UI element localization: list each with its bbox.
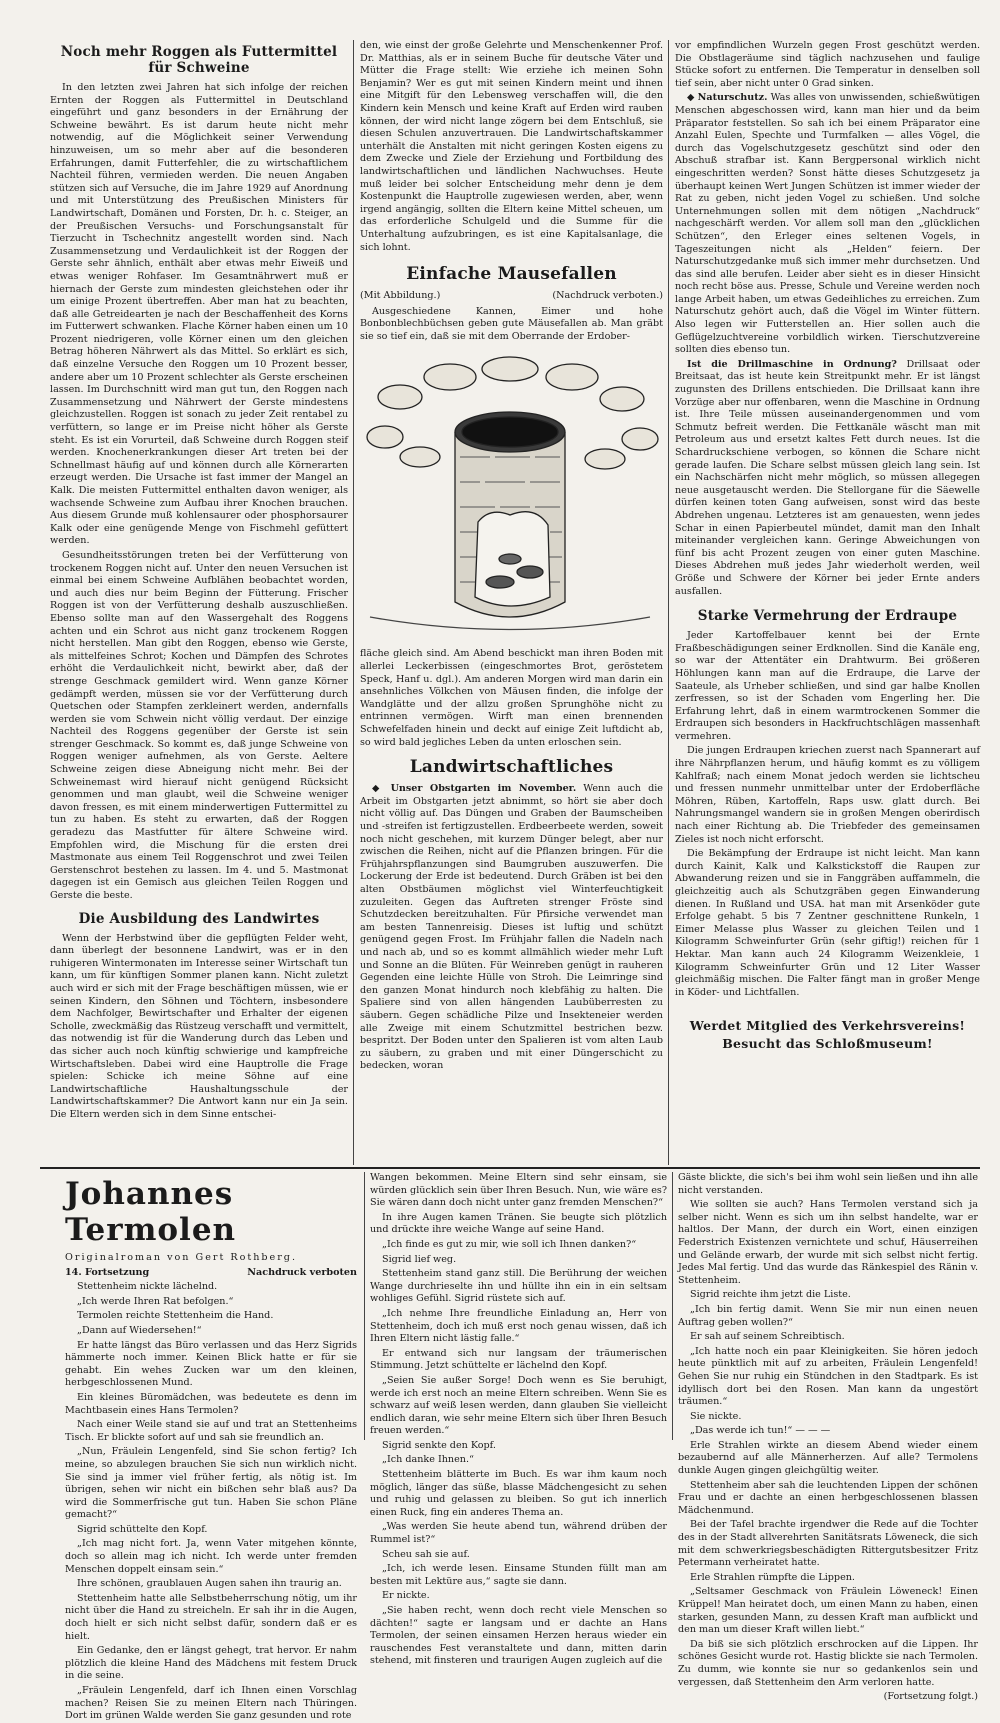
stone [546,364,598,390]
paragraph: Nach einer Weile stand sie auf und trat an Stettenheims Tisch. Er blickte sofort auf und sah sie freundlich an. [65,1419,357,1443]
paragraph: Erle Strahlen rümpfte die Lippen. [690,1571,855,1583]
paragraph: Stettenheim stand ganz still. Die Berührung der weichen Wange durchrieselte ihn und hüllte ihn ein in ein seltsam wohliges Gefühl. Sigrid rüstete sich auf. [370,1268,667,1305]
stone [622,428,658,450]
advertisement-box [675,1017,980,1053]
paragraph: Sie nickte. [690,1410,742,1422]
paragraph: „Nun, Fräulein Lengenfeld, sind Sie schon fertig? Ich meine, so abzulegen brauchen Sie sich nun wirklich nicht. Sie sind ja immer viel früher fertig, als nötig ist. Im übrigen, sehen wir nicht ein bißchen sehr blaß aus? Da wird die Sommerfrische gut tun. Haben Sie schon Pläne gemacht?“ [65,1446,357,1521]
paragraph: Stettenheim nickte lächelnd. [77,1281,218,1293]
stone [600,387,644,411]
paragraph: Er hatte längst das Büro verlassen und das Herz Sigrids hämmerte noch immer. Keinen Blick hatte er für sie gehabt. Ein wehes Zucken war um den kleinen, herbgeschlossenen Mund. [65,1339,357,1389]
paragraph: „Ich hatte noch ein paar Kleinigkeiten. Sie hören jedoch heute pünktlich mit auf zu arbeiten, Fräulein Lengenfeld! Gehen Sie nur ruhig ein Stündchen in den Stadtpark. Es ist idyllisch dort bei den Rosen. Man kann da ungestört träumen.“ [678,1345,978,1408]
paragraph: vor empfindlichen Wurzeln gegen Frost geschützt werden. Die Obstlageräume sind täglich nachzusehen und faulige Stücke sofort zu entfernen. Die Temperatur in denselben soll tief sein, aber nicht unter 0 Grad sinken. [675,40,980,89]
stone [424,364,476,390]
paragraph: ◆ Unser Obstgarten im November. Wenn auch die Arbeit im Obstgarten jetzt abnimmt, so hört sie aber doch nicht völlig auf. Das Düngen und Graben der Baumscheiben und -streifen ist fertigzustellen. Erdbeerbeete werden, soweit noch nicht geschehen, mit kurzem Dünger belegt, aber nur zwischen die Reihen, nicht auf die Pflanzen bringen. Für die Frühjahrspflanzungen sind Baumgruben auszuwerfen. Die Lockerung der Erde ist bedeutend. Durch Gräben ist bei den alten Obstbäumen möglichst viel Winterfeuchtigkeit zuzuleiten. Gegen das Auftreten strenger Fröste sind Schutzdecken bereitzuhalten. Für Pfirsiche verwendet man am besten Tannenreisig. Dieses ist luftig und schützt genügend gegen Frost. Im Frühjahr fallen die Nadeln nach und nach ab, und so es kommt allmählich wieder mehr Luft und Sonne an die Blüten. Für Weinreben genügt in rauheren Gegenden eine leichte Hülle von Stroh. Die Leimringe sind den ganzen Monat hindurch noch klebfähig zu halten. Die Spaliere sind von allen hängenden Laubüberresten zu säubern. Gegen schädliche Pilze und Insekteneier werden alle Zweige mit einem Schutzmittel bestrichen bezw. bespritzt. Der Boden unter den Spalieren ist vom alten Laub zu säubern, zu graben und mit einer Düngerschicht zu bedecken, woran [360,783,663,1072]
section-divider [40,1167,980,1169]
paragraph: Termolen reichte Stettenheim die Hand. [77,1310,274,1322]
paragraph: „Sie haben recht, wenn doch recht viele Menschen so dächten!“ sagte er langsam und er dachte an Hans Termolen, der seinen einsamen Herzen heraus wieder ein rauschendes Fest veranstaltete und dann, mitten darin stehend, mit finsteren und traurigen Augen zugleich auf die [370,1605,667,1667]
mousetrap-illustration [360,347,660,642]
stone [367,426,403,448]
reprint-notice: Nachdruck verboten [247,1266,357,1278]
headline-erdraupe: Starke Vermehrung der Erdraupe [697,608,958,625]
paragraph: Erle Strahlen wirkte an diesem Abend wieder einem bezaubernd auf alle Männerherzen. Auf alle? Termolens dunkle Augen gingen gleichgültig weiter. [678,1439,978,1477]
subheading: Ist die Drillmaschine in Ordnung? [687,358,897,370]
novel-column-1 [65,1172,357,1722]
continued-notice: (Fortsetzung folgt.) [883,1691,978,1703]
paragraph: Er entwand sich nur langsam der träumerischen Stimmung. Jetzt schüttelte er lächelnd den Kopf. [370,1347,667,1372]
paragraph: Ihre schönen, graublauen Augen sahen ihn traurig an. [77,1578,342,1590]
paragraph: Wenn der Herbstwind über die gepflügten Felder weht, dann überlegt der besonnene Landwirt, was er in den ruhigeren Wintermonaten im Interesse seiner Wirtschaft tun kann, um für künftigen Sommer planen kann. Nicht zuletzt auch wird er sich mit der Frage beschäftigen müssen, wie er seinen Kindern, den Söhnen und Töchtern, insbesondere dem Nachfolger, Bewirtschafter und Erhalter der eigenen Scholle, zweckmäßig das Rüstzeug verschafft und vermittelt, das notwendig ist für die Wanderung durch das Leben und das sicher auch noch künftig schwierige und kampfreiche Wirtschaftsleben. Dabei wird eine Hauptrolle die Frage spielen: Schicke ich meine Söhne auf eine Landwirtschaftliche Haushaltungsschule der Landwirtschaftskammer? Die Antwort kann nur ein Ja sein. Die Eltern werden sich in dem Sinne entschei- [50,932,348,1120]
novel-column-3 [678,1172,978,1703]
stone [482,357,538,381]
paragraph-body: Drillsaat oder Breitsaat, das ist heute kein Streitpunkt mehr. Er ist längst zugunsten des Drillens entschieden. Die Drillsaat kann ihre Vorzüge aber nur offenbaren, wenn die Maschine in Ordnung ist. Ihre Teile müssen auseinandergenommen und vom Schmutz befreit werden. Die Fettkanäle wäscht man mit Petroleum aus und ersetzt kaltes Fett durch neues. Ist die Schardruckschiene verbogen, so können die Schare nicht gerade laufen. Die Schare selbst müssen gleich lang sein. Ist ein Nachschärfen nicht mehr möglich, so müssen allegegen neue ausgetauscht werden. Die Stellorgane für die Säewelle dürfen keinen toten Gang aufweisen, sonst wird das beste Abdrehen ungenau. Letzteres ist am genauesten, wenn jedes Schar in einen Papierbeutel mündet, damit man den Inhalt miteinander vergleichen kann. Geringe Abweichungen von fünf bis acht Prozent zeugen von einer guten Maschine. Dieses Abdrehen muß jedes Jahr wiederholt werden, weil Größe und Schwere der Körner bei jeder Ernte anders ausfallen. [675,358,981,597]
paragraph: Stettenheim blätterte im Buch. Es war ihm kaum noch möglich, länger das süße, blasse Mädchengesicht zu sehen und ruhig und gelassen zu bleiben. So gut ich innerlich einen Ruck, fing ein anderes Thema an. [370,1469,667,1518]
paragraph: Er sah auf seinem Schreibtisch. [690,1331,845,1343]
paragraph: Da biß sie sich plötzlich erschrocken auf die Lippen. Ihr schönes Gesicht wurde rot. Hastig blickte sie nach Termolen. Zu dumm, wie konnte sie nur so gedankenlos sein und vergessen, daß Stettenheim den Arm verloren hatte. [678,1638,978,1688]
paragraph: Er nickte. [382,1590,430,1602]
paragraph: Sigrid schüttelte den Kopf. [77,1523,208,1535]
paragraph: den, wie einst der große Gelehrte und Menschenkenner Prof. Dr. Matthias, als er in seinem Buche für deutsche Väter und Mütter die Frage stellt: Wie erziehe ich meinen Sohn Benjamin? Wer es gut mit seinen Kindern meint und ihnen eine Mitgift für den Lebensweg verschaffen will, die den Kindern kein Mensch und keine Kraft auf Erden wird rauben können, der wird nicht lange zögern bei dem Entschluß, sie diesen Schulen anzuvertrauen. Die Landwirtschaftskammer unterhält die Anstalten mit nicht geringen Kosten eigens zu dem Zwecke und Ziele der Erziehung und Fortbildung des landwirtschaftlichen und ländlichen Nachwuchses. Heute muß leider bei solcher Entscheidung mehr denn je dem Kostenpunkt die Hauptrolle zugewiesen werden, aber, wenn irgend angängig, sollten die Eltern keine Mittel scheuen, um das erforderliche Schulgeld und die Summe für die Unterhaltung aufzubringen, es ist eine Kapitalsanlage, die sich lohnt. [360,40,663,253]
ground-line [370,617,650,630]
paragraph: Sigrid reichte ihm jetzt die Liste. [690,1289,851,1301]
column-rule-2 [668,40,669,1165]
subheading: Unser Obstgarten im November. [390,783,577,795]
paragraph: Stettenheim hatte alle Selbstbeherrschung nötig, um ihr nicht über die Hand zu streicheln. Er sah ihr in die Augen, doch hielt er sich nicht selbst dafür, sondern daß er es hielt. [65,1592,357,1642]
novel-meta [65,1267,357,1280]
novel-column-2 [370,1172,667,1667]
stone [378,385,422,409]
reprint-notice: (Nachdruck verboten.) [552,290,663,302]
paragraph: „Ich danke Ihnen.“ [382,1454,474,1466]
novel-subtitle: Originalroman von Gert Rothberg. [65,1252,297,1263]
paragraph: Ein kleines Büromädchen, was bedeutete es denn im Machtbasein eines Hans Termolen? [65,1391,357,1416]
paragraph: Die Bekämpfung der Erdraupe ist nicht leicht. Man kann durch Kainit, Kalk und Kalkstickstoff die Raupen zur Abwanderung reizen und sie in Fanggräben auffammeln, die gleichzeitig auch als Schutzgräben gegen Einwanderung dienen. In Rußland und USA. hat man mit Arsenköder gute Erfolge gehabt. 5 bis 7 Zentner geschnittene Runkeln, 1 Eimer Melasse plus Wasser zu gleichen Teilen und 1 Kilogramm Schweinfurter Grün (sehr giftig!) reichen für 1 Hektar. Man kann auch 24 Kilogramm Weizenkleie, 1 Kilogramm Schweinfurter Grün und 12 Liter Wasser gleichmäßig mischen. Die Falter fängt man in großer Menge in Köder- und Lichtfallen. [675,848,980,998]
paragraph: „Dann auf Wiedersehen!“ [77,1324,202,1336]
paragraph: Scheu sah sie auf. [382,1548,470,1560]
column-1 [50,40,348,1165]
illustration-note: (Mit Abbildung.) [360,290,441,302]
paragraph: Wangen bekommen. Meine Eltern sind sehr einsam, sie würden glücklich sein über Ihren Besuch. Nun, wie wäre es? Sie wären dann doch nicht unter ganz fremden Menschen?“ [370,1172,667,1209]
column-rule-4 [672,1172,673,1440]
paragraph: Stettenheim aber sah die leuchtenden Lippen der schönen Frau und er dachte an einen herbgeschlossenen blassen Mädchenmund. [678,1479,978,1516]
paragraph: Wie sollten sie auch? Hans Termolen verstand sich ja selber nicht. Wenn es sich um ihn selbst handelte, war er haltlos. Der Mann, der durch ein Wort, einen einzigen Federstrich Existenzen vernichtete und schuf, Häuserreihen und Gelände erwarb, der wurde mit sich selbst nicht fertig. Jedes Mal fertig. Und das wurde das Ränkespiel des Ränin v. Stettenheim. [678,1199,978,1286]
headline-mausefallen: Einfache Mausefallen [406,264,617,285]
paragraph: In den letzten zwei Jahren hat sich infolge der reichen Ernten der Roggen als Futtermittel in Deutschland eingeführt und ganz besonders in der Ernährung der Schweine bewährt. Es ist darum heute nicht mehr notwendig, auf die Möglichkeit seiner Verwendung hinzuweisen, um so mehr aber auf die besonderen Erfahrungen, damit Futterfehler, die zu wirtschaftlichem Nachteil führen, vermieden werden. Die neuen Angaben stützen sich auf Versuche, die im Jahre 1929 auf Anordnung und mit Unterstützung des Preußischen Ministers für Landwirtschaft, Domänen und Forsten, Dr. h. c. Steiger, an der Preußischen Versuchs- und Forschungsanstalt für Tierzucht in Tschechnitz angestellt worden sind. Nach Zusammensetzung und Verdaulichkeit ist der Roggen der Gerste sehr ähnlich, enthält aber etwas mehr Eiweiß und etwas weniger Rohfaser. Im Gesamtnährwert muß er hiernach der Gerste zum mindesten gleichstehen oder ihr um einige Prozent übertreffen. Aber man hat zu beachten, daß alle Getreidearten je nach der Beschaffenheit des Korns im Futterwert schwanken. Flache Körner haben einen um 10 Prozent niedrigeren, volle Körner einen um den gleichen Betrag höheren Nährwert als das Mittel. So erklärt es sich, daß einzelne Versuche den Roggen um 10 Prozent besser, andere aber um 10 Prozent schlechter als Gerste erscheinen lassen. Im Durchschnitt wird man gut tun, den Roggen nach Zusammensetzung und Nährwert der Gerste mindestens gleichzustellen. Roggen ist sonach zu jeder Zeit rentabel zu verfüttern, so lange er im Preise nicht höher als Gerste steht. Es ist ein Vorurteil, daß Schweine durch Roggen steif werden. Knochenerkrankungen dieser Art treten bei der Schnellmast häufig auf und können durch alle Körnerarten erzeugt werden. Die Ursache ist fast immer der Mangel an Kalk. Die meisten Futtermittel enthalten davon weniger, als wachsende Schweine zum Aufbau ihrer Knochen brauchen. Aus diesem Grunde muß kohlensaurer oder phosphorsaurer Kalk oder eine genügende Menge von Fischmehl gefüttert werden. [50,82,348,547]
column-3 [675,40,980,1165]
paragraph: „Ich bin fertig damit. Wenn Sie mir nun einen neuen Auftrag geben wollen?“ [678,1303,978,1328]
paragraph: Sigrid senkte den Kopf. [382,1439,496,1451]
ad-line-1: Werdet Mitglied des Verkehrsvereins! [689,1018,966,1034]
stone [400,447,440,467]
can-opening [462,417,558,447]
paragraph: Gesundheitsstörungen treten bei der Verfütterung von trockenem Roggen nicht auf. Unter den neuen Versuchen ist einmal bei einem Schweine Aufblähen beobachtet worden, und auch dies nur beim Beginn der Fütterung. Frischer Roggen ist von der Verfütterung deshalb auszuschließen. Ebenso sollte man auf den Wassergehalt des Roggens achten und ein Schrot aus nicht ganz trockenem Roggen nicht herstellen. Man gibt den Roggen, ebenso wie Gerste, als mittelfeines Schrot; Kochen und Dämpfen des Schrotes erhöht die Verdaulichkeit nicht, bewirkt aber, daß der strenge Geschmack gemildert wird. Wenn ganze Körner gedämpft werden, müssen sie vor der Verfütterung durch Quetschen oder Stampfen zerkleinert werden, andernfalls werden sie vom Schwein nicht völlig verdaut. Der einzige Nachteil des Roggens gegenüber der Gerste ist sein strenger Geschmack. So kommt es, daß junge Schweine von Roggen weniger aufnehmen, als von Gerste. Aeltere Schweine zeigen diese Abneigung nicht mehr. Bei der Schweinemast wird hierauf nicht genügend Rücksicht genommen und man glaubt, weil die Schweine weniger davon fressen, es mit einem minderwertigen Futtermittel zu tun zu haben. Es steht zu erwarten, daß der Roggen geradezu das Mastfutter für ältere Schweine wird. Empfohlen wird, die Mischung für die ersten drei Mastmonate aus einem Teil Roggenschrot und zwei Teilen Gerstenschrot bestehen zu lassen. Im 4. und 5. Mastmonat dagegen ist ein Gemisch aus gleichen Teilen Roggen und Gerste die beste. [50,549,348,901]
paragraph-body: Wenn auch die Arbeit im Obstgarten jetzt abnimmt, so hört sie aber doch nicht völlig auf. Das Düngen und Graben der Baumscheiben und -streifen ist fertigzustellen. Erdbeerbeete werden, soweit noch nicht geschehen, mit kurzem Dünger belegt, aber nur zwischen die Reihen, nicht auf die Pflanzen bringen. Für die Frühjahrspflanzungen sind Baumgruben auszuwerfen. Die Lockerung der Erde ist bedeutend. Durch Gräben ist bei den alten Obstbäumen möglichst viel Winterfeuchtigkeit zuzuleiten. Gegen das Auftreten strenger Fröste sind Schutzdecken bereitzuhalten. Für Pfirsiche verwendet man am besten Tannenreisig. Dieses ist luftig und schützt genügend gegen Frost. Im Frühjahr fallen die Nadeln nach und nach ab, und so es kommt allmählich wieder mehr Luft und Sonne an die Blüten. Für Weinreben genügt in rauheren Gegenden eine leichte Hülle von Stroh. Die Leimringe sind den ganzen Monat hindurch noch klebfähig zu halten. Die Spaliere sind von allen hängenden Laubüberresten zu säubern. Gegen schädliche Pilze und Insekteneier werden alle Zweige mit einem Schutzmittel bestrichen bezw. bespritzt. Der Boden unter den Spalieren ist vom alten Laub zu säubern, zu graben und mit einer Düngerschicht zu bedecken, woran [360,783,663,1072]
paragraph: „Was werden Sie heute abend tun, während drüben der Rummel ist?“ [370,1521,667,1546]
paragraph: „Ich, ich werde lesen. Einsame Stunden füllt man am besten mit Lektüre aus,“ sagte sie dann. [370,1563,667,1587]
column-rule-1 [353,40,354,1165]
paragraph: „Das werde ich tun!“ — — — [690,1425,831,1437]
mouse [486,576,514,588]
paragraph: Bei der Tafel brachte irgendwer die Rede auf die Tochter des in der Stadt allverehrten Sanitätsrats Löweneck, die sich mit dem schwerkriegsbeschädigten Rittergutsbesitzer Fritz Petermann verheiratet hatte. [678,1519,978,1569]
paragraph: „Ich finde es gut zu mir, wie soll ich Ihnen danken?“ [382,1238,637,1250]
subtitle-row [360,290,663,303]
installment-number: 14. Fortsetzung [65,1266,150,1278]
paragraph: fläche gleich sind. Am Abend beschickt man ihren Boden mit allerlei Leckerbissen (eingeschmortes Brot, geröstetem Speck, Hanf u. dgl.). Am anderen Morgen wird man darin ein ansehnliches Völkchen von Mäusen finden, die infolge der Wandglätte und der allzu großen Sprunghöhe nicht zu entrinnen vermögen. Wirft man einen brennenden Schwefelfaden hinein und deckt auf einige Zeit luftdicht ab, so wird bald jegliches Leben da unten erloschen sein. [360,648,663,748]
novel-title: Johannes Termolen [65,1176,237,1248]
column-rule-3 [364,1172,365,1440]
paragraph: ◆ Naturschutz. Was alles von unwissenden, schießwütigen Menschen abgeschossen wird, kann man hier und da beim Präparator feststellen. So sah ich bei einem Präparator eine Anzahl Eulen, Spechte und Turmfalken — alles Vögel, die durch das Vogelschutzgesetz geschützt sind oder den Abschuß strafbar ist. Kann Bergpersonal wirklich nicht eingeschritten werden? Sonst hätte dieses Schutzgesetz ja überhaupt keinen Wert Jungen Schützen ist immer wieder der Rat zu geben, nicht jeden Vogel zu schießen. Und solche Unternehmungen sollen mit dem nötigen „Nachdruck“ nachgeschärft werden. Vor allem soll man den „glücklichen Schützen“, den Erleger eines seltenen Vogels, in Tageszeitungen nicht als „Helden“ feiern. Der Naturschutzgedanke muß sich immer mehr durchsetzen. Und das sind alle berufen. Leider aber sieht es in dieser Hinsicht noch recht böse aus. Presse, Schule und Vereine werden noch lange Arbeit haben, um etwas Gedeihliches zu erreichen. Zum Naturschutz gehört auch, daß die Vögel im Winter füttern. Also legen wir Futterstellen an. Hier sollen auch die Geflügelzuchtvereine vorbildlich wirken. Tierschutzvereine sollten dies ebenso tun. [675,92,980,356]
paragraph: In ihre Augen kamen Tränen. Sie beugte sich plötzlich und drückte ihre weiche Wange auf seine Hand. [370,1211,667,1236]
paragraph: Ein Gedanke, den er längst gehegt, trat hervor. Er nahm plötzlich die kleine Hand des Mädchens mit festem Druck in die seine. [65,1645,357,1682]
headline-ausbildung: Die Ausbildung des Landwirtes [78,910,320,927]
column-2 [360,40,663,1165]
stone [585,449,625,469]
subheading: Naturschutz. [697,92,768,104]
paragraph: Ausgeschiedene Kannen, Eimer und hohe Bonbonblechbüchsen geben gute Mäusefallen ab. Man gräbt sie so tief ein, daß sie mit dem Oberrande der Erdober- [360,305,663,342]
mouse [517,566,543,578]
ad-line-2: Besucht das Schloßmuseum! [722,1036,933,1052]
paragraph: „Seltsamer Geschmack von Fräulein Löweneck! Einen Krüppel! Man heiratet doch, um einen Mann zu haben, einen starken, gesunden Mann, zu dessen Kraft man aufblickt und den man um dieser Kraft willen liebt.“ [678,1586,978,1636]
paragraph: „Ich mag nicht fort. Ja, wenn Vater mitgehen könnte, doch so allein mag ich nicht. Ich werde unter fremden Menschen doppelt einsam sein.“ [65,1538,357,1575]
paragraph: „Seien Sie außer Sorge! Doch wenn es Sie beruhigt, werde ich erst noch an meine Eltern schreiben. Wenn Sie es schwarz auf weiß lesen werden, dann glauben Sie vielleicht endlich daran, wie sehr meine Eltern sich über Ihren Besuch freuen werden.“ [370,1374,667,1437]
paragraph: „Fräulein Lengenfeld, darf ich Ihnen einen Vorschlag machen? Reisen Sie zu meinen Eltern nach Thüringen. Dort im grünen Walde werden Sie ganz gesunden und rote [65,1685,357,1722]
mouse [499,554,521,564]
paragraph: Die jungen Erdraupen kriechen zuerst nach Spannerart auf ihre Nährpflanzen herum, und häufig kommt es zu völligem Kahlfraß; nach einem Monat jedoch werden sie lichtscheu und fressen nunmehr unmittelbar unter der Erdoberfläche Möhren, Rüben, Kartoffeln, Raps usw. glatt durch. Bei Nahrungsmangel wandern sie in großen Mengen oberirdisch nach einer Richtung ab. Die Triebfeder des gemeinsamen Zieles ist noch nicht erforscht. [675,745,980,845]
paragraph: „Ich nehme Ihre freundliche Einladung an, Herr von Stettenheim, doch ich muß erst noch genau wissen, daß ich Ihren Eltern nicht lästig falle.“ [370,1307,667,1345]
paragraph: „Ich werde Ihren Rat befolgen.“ [77,1295,234,1307]
headline-roggen: Noch mehr Roggen als Futtermittel für Schweine [60,44,338,76]
headline-landwirtschaftliches: Landwirtschaftliches [409,757,614,778]
paragraph: Jeder Kartoffelbauer kennt bei der Ernte Fraßbeschädigungen seiner Erdknollen. Sind die Kanäle eng, so war der Attentäter ein Drahtwurm. Bei größeren Höhlungen kann man auf die Erdraupe, die Larve der Saateule, als Urheber schließen, und sind gar halbe Knollen zerfressen, so ist der Schaden vom Engerling her. Die Erfahrung lehrt, daß in einem warmtrockenen Sommer die Erdraupen sich besonders in Hackfruchtschlägen massenhaft vermehren. [675,630,980,742]
paragraph: Sigrid lief weg. [382,1253,457,1265]
paragraph: Gäste blickte, die sich's bei ihm wohl sein ließen und ihn alle nicht verstanden. [678,1172,978,1196]
paragraph [675,359,980,598]
paragraph-body: Was alles von unwissenden, schießwütigen Menschen abgeschossen wird, kann man hier und da beim Präparator feststellen. So sah ich bei einem Präparator eine Anzahl Eulen, Spechte und Turmfalken — alles Vögel, die durch das Vogelschutzgesetz geschützt sind oder den Abschuß strafbar ist. Kann Bergpersonal wirklich nicht eingeschritten werden? Sonst hätte dieses Schutzgesetz ja überhaupt keinen Wert Jungen Schützen ist immer wieder der Rat zu geben, nicht jeden Vogel zu schießen. Und solche Unternehmungen sollen mit dem nötigen „Nachdruck“ nachgeschärft werden. Vor allem soll man den „glücklichen Schützen“, den Erleger eines seltenen Vogels, in Tageszeitungen nicht als „Helden“ feiern. Der Naturschutzgedanke muß sich immer mehr durchsetzen. Und das sind alle berufen. Leider aber sieht es in dieser Hinsicht noch recht böse aus. Presse, Schule und Vereine werden noch lange Arbeit haben, um etwas Gedeihliches zu erreichen. Zum Naturschutz gehört auch, daß die Vögel im Winter füttern. Also legen wir Futterstellen an. Hier sollen auch die Geflügelzuchtvereine vorbildlich wirken. Tierschutzvereine sollten dies ebenso tun. [675,92,980,356]
